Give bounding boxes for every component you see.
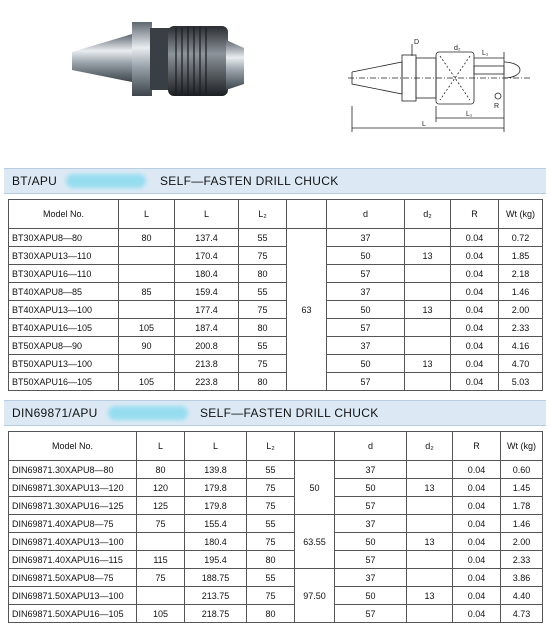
- cell-l1: 80: [137, 461, 185, 479]
- cell-d: 37: [327, 337, 405, 355]
- table-row: [9, 337, 543, 355]
- cell-wt: 5.03: [499, 373, 543, 391]
- cell-l: 179.8: [185, 497, 247, 515]
- cell-l2: 55: [239, 337, 287, 355]
- cell-d2: [407, 515, 453, 533]
- cell-wt: 1.46: [501, 515, 543, 533]
- cell-r: 0.04: [451, 319, 499, 337]
- cell-l1: 90: [119, 337, 175, 355]
- cell-l1: 105: [119, 319, 175, 337]
- col-l1: L: [137, 432, 185, 461]
- col-l2: L₂: [239, 200, 287, 229]
- cell-model: BT30XAPU13—110: [9, 247, 119, 265]
- cell-l: 180.4: [175, 265, 239, 283]
- table-row: [9, 515, 543, 533]
- cell-wt: 1.78: [501, 497, 543, 515]
- col-l: L: [175, 200, 239, 229]
- table-body-bt: [9, 229, 543, 391]
- cell-l2: 80: [247, 605, 295, 623]
- cell-wt: 4.16: [499, 337, 543, 355]
- cell-d: 57: [327, 373, 405, 391]
- cell-model: BT40XAPU13—100: [9, 301, 119, 319]
- cell-r: 0.04: [453, 569, 501, 587]
- cell-l1: 125: [137, 497, 185, 515]
- col-blank: [295, 432, 335, 461]
- cell-d: 37: [335, 461, 407, 479]
- cell-model: DIN69871.30XAPU8—80: [9, 461, 137, 479]
- table-row: [9, 461, 543, 479]
- cell-d2: [405, 229, 451, 247]
- cell-l2: 55: [239, 229, 287, 247]
- cell-l: 213.8: [175, 355, 239, 373]
- col-l: L: [185, 432, 247, 461]
- cell-l2: 75: [247, 479, 295, 497]
- product-hero: [0, 0, 550, 160]
- col-wt: Wt (kg): [499, 200, 543, 229]
- section-title: SELF—FASTEN DRILL CHUCK: [160, 174, 339, 188]
- cell-wt: 4.40: [501, 587, 543, 605]
- table-row: [9, 479, 543, 497]
- cell-l: 218.75: [185, 605, 247, 623]
- cell-l1: 105: [119, 373, 175, 391]
- chuck-photo: [72, 22, 244, 96]
- cell-l1: 115: [137, 551, 185, 569]
- cell-r: 0.04: [453, 497, 501, 515]
- cell-l: 137.4: [175, 229, 239, 247]
- cell-l: 170.4: [175, 247, 239, 265]
- cell-l2: 75: [247, 587, 295, 605]
- cell-l: 155.4: [185, 515, 247, 533]
- dim-label-d: D: [414, 39, 420, 46]
- cell-d2: [407, 461, 453, 479]
- cell-wt: 0.60: [501, 461, 543, 479]
- cell-wt: 1.46: [499, 283, 543, 301]
- col-l2: L₂: [247, 432, 295, 461]
- cell-model: DIN69871.40XAPU16—115: [9, 551, 137, 569]
- cell-merged: 63: [287, 229, 327, 391]
- table-row: [9, 373, 543, 391]
- cell-wt: 4.70: [499, 355, 543, 373]
- cell-l: 195.4: [185, 551, 247, 569]
- col-model: Model No.: [9, 432, 137, 461]
- col-model: Model No.: [9, 200, 119, 229]
- cell-l2: 55: [247, 515, 295, 533]
- cell-l2: 55: [247, 569, 295, 587]
- cell-l: 223.8: [175, 373, 239, 391]
- cell-model: DIN69871.50XAPU16—105: [9, 605, 137, 623]
- cell-d2: [405, 373, 451, 391]
- section-banner-bt: [4, 168, 546, 194]
- cell-wt: 2.33: [501, 551, 543, 569]
- cell-model: BT50XAPU8—90: [9, 337, 119, 355]
- cell-merged: 63.55: [295, 515, 335, 569]
- cell-d: 50: [335, 479, 407, 497]
- cell-l2: 80: [239, 319, 287, 337]
- cell-model: DIN69871.40XAPU13—100: [9, 533, 137, 551]
- cell-r: 0.04: [451, 283, 499, 301]
- dim-label-l: L: [422, 121, 426, 128]
- cell-l: 200.8: [175, 337, 239, 355]
- table-row: [9, 497, 543, 515]
- cell-wt: 0.72: [499, 229, 543, 247]
- cell-d: 57: [335, 605, 407, 623]
- col-wt: Wt (kg): [501, 432, 543, 461]
- col-d2: d₂: [405, 200, 451, 229]
- table-row: [9, 605, 543, 623]
- cell-d2: [405, 283, 451, 301]
- table-row: [9, 301, 543, 319]
- cell-l: 187.4: [175, 319, 239, 337]
- cell-l2: 75: [239, 301, 287, 319]
- cell-d2: [407, 497, 453, 515]
- section-banner-din: [4, 400, 546, 426]
- cell-model: DIN69871.40XAPU8—75: [9, 515, 137, 533]
- cell-l1: [137, 533, 185, 551]
- cell-r: 0.04: [453, 461, 501, 479]
- cell-model: BT50XAPU13—100: [9, 355, 119, 373]
- cell-r: 0.04: [453, 533, 501, 551]
- dim-label-l2: L₁: [466, 111, 473, 118]
- col-blank: [287, 200, 327, 229]
- cell-r: 0.04: [451, 247, 499, 265]
- cell-wt: 3.86: [501, 569, 543, 587]
- cell-d2: 13: [407, 587, 453, 605]
- cell-model: BT40XAPU8—85: [9, 283, 119, 301]
- cell-merged: 97.50: [295, 569, 335, 623]
- cell-d: 50: [327, 301, 405, 319]
- cell-model: DIN69871.50XAPU8—75: [9, 569, 137, 587]
- cell-d: 57: [335, 497, 407, 515]
- cell-r: 0.04: [451, 337, 499, 355]
- cell-l2: 55: [239, 283, 287, 301]
- cell-wt: 2.00: [501, 533, 543, 551]
- table-row: [9, 265, 543, 283]
- table-header-row: [9, 200, 543, 229]
- spec-table-din: [8, 431, 543, 623]
- cell-r: 0.04: [453, 551, 501, 569]
- cell-wt: 2.33: [499, 319, 543, 337]
- cell-l1: 75: [137, 515, 185, 533]
- cell-l1: 75: [137, 569, 185, 587]
- table-row: [9, 551, 543, 569]
- cell-model: BT30XAPU16—110: [9, 265, 119, 283]
- redacted-mark: [66, 174, 146, 188]
- cell-model: BT50XAPU16—105: [9, 373, 119, 391]
- cell-r: 0.04: [453, 515, 501, 533]
- cell-d2: [405, 265, 451, 283]
- cell-l1: 85: [119, 283, 175, 301]
- col-r: R: [453, 432, 501, 461]
- cell-l1: [119, 301, 175, 319]
- cell-model: DIN69871.30XAPU16—125: [9, 497, 137, 515]
- dim-label-r: R: [494, 103, 500, 110]
- cell-l: 139.8: [185, 461, 247, 479]
- redacted-mark: [108, 406, 188, 420]
- cell-l2: 80: [239, 373, 287, 391]
- spec-table-bt: [8, 199, 543, 391]
- dim-label-l1: L₁: [482, 50, 489, 57]
- cell-model: DIN69871.30XAPU13—120: [9, 479, 137, 497]
- cell-r: 0.04: [453, 479, 501, 497]
- cell-d: 50: [335, 533, 407, 551]
- cell-d: 50: [327, 247, 405, 265]
- dim-label-d2: d₂: [454, 45, 461, 52]
- cell-wt: 2.18: [499, 265, 543, 283]
- table-row: [9, 587, 543, 605]
- col-l1: L: [119, 200, 175, 229]
- cell-r: 0.04: [453, 587, 501, 605]
- col-d: d: [335, 432, 407, 461]
- cell-l2: 75: [239, 247, 287, 265]
- cell-merged: 50: [295, 461, 335, 515]
- table-row: [9, 355, 543, 373]
- table-row: [9, 319, 543, 337]
- cell-l1: [119, 265, 175, 283]
- table-row: [9, 229, 543, 247]
- cell-l: 180.4: [185, 533, 247, 551]
- cell-l: 159.4: [175, 283, 239, 301]
- cell-d: 57: [327, 319, 405, 337]
- cell-l2: 75: [247, 497, 295, 515]
- cell-l: 177.4: [175, 301, 239, 319]
- cell-l1: [119, 247, 175, 265]
- technical-drawing: [348, 44, 530, 132]
- cell-l: 213.75: [185, 587, 247, 605]
- cell-d: 37: [335, 569, 407, 587]
- cell-r: 0.04: [451, 301, 499, 319]
- cell-d: 37: [327, 229, 405, 247]
- cell-r: 0.04: [451, 229, 499, 247]
- cell-l2: 55: [247, 461, 295, 479]
- cell-wt: 1.85: [499, 247, 543, 265]
- cell-d2: [407, 569, 453, 587]
- cell-wt: 1.45: [501, 479, 543, 497]
- col-r: R: [451, 200, 499, 229]
- section-title: SELF—FASTEN DRILL CHUCK: [200, 406, 379, 420]
- cell-l: 188.75: [185, 569, 247, 587]
- cell-d: 37: [335, 515, 407, 533]
- cell-d2: [407, 551, 453, 569]
- cell-model: BT40XAPU16—105: [9, 319, 119, 337]
- cell-l1: 120: [137, 479, 185, 497]
- cell-model: BT30XAPU8—80: [9, 229, 119, 247]
- cell-d: 50: [327, 355, 405, 373]
- cell-r: 0.04: [451, 265, 499, 283]
- cell-wt: 4.73: [501, 605, 543, 623]
- cell-d: 50: [335, 587, 407, 605]
- table-row: [9, 283, 543, 301]
- cell-l2: 75: [239, 355, 287, 373]
- cell-d2: 13: [405, 355, 451, 373]
- cell-r: 0.04: [451, 355, 499, 373]
- cell-d: 57: [327, 265, 405, 283]
- cell-l1: [119, 355, 175, 373]
- table-body-din: [9, 461, 543, 623]
- cell-l1: 80: [119, 229, 175, 247]
- table-header-row: [9, 432, 543, 461]
- cell-wt: 2.00: [499, 301, 543, 319]
- col-d: d: [327, 200, 405, 229]
- cell-l1: 105: [137, 605, 185, 623]
- table-row: [9, 533, 543, 551]
- cell-d2: [407, 605, 453, 623]
- cell-l2: 75: [247, 533, 295, 551]
- table-row: [9, 569, 543, 587]
- cell-d2: 13: [407, 533, 453, 551]
- cell-d2: 13: [405, 247, 451, 265]
- cell-d2: [405, 337, 451, 355]
- cell-d2: [405, 319, 451, 337]
- cell-l: 179.8: [185, 479, 247, 497]
- cell-d2: 13: [407, 479, 453, 497]
- cell-d: 57: [335, 551, 407, 569]
- cell-l2: 80: [239, 265, 287, 283]
- cell-d2: 13: [405, 301, 451, 319]
- cell-r: 0.04: [451, 373, 499, 391]
- cell-l1: [137, 587, 185, 605]
- series-name: DIN69871/APU: [12, 406, 98, 420]
- series-name: BT/APU: [12, 174, 58, 188]
- table-row: [9, 247, 543, 265]
- cell-l2: 80: [247, 551, 295, 569]
- col-d2: d₂: [407, 432, 453, 461]
- cell-d: 37: [327, 283, 405, 301]
- cell-model: DIN69871.50XAPU13—100: [9, 587, 137, 605]
- cell-r: 0.04: [453, 605, 501, 623]
